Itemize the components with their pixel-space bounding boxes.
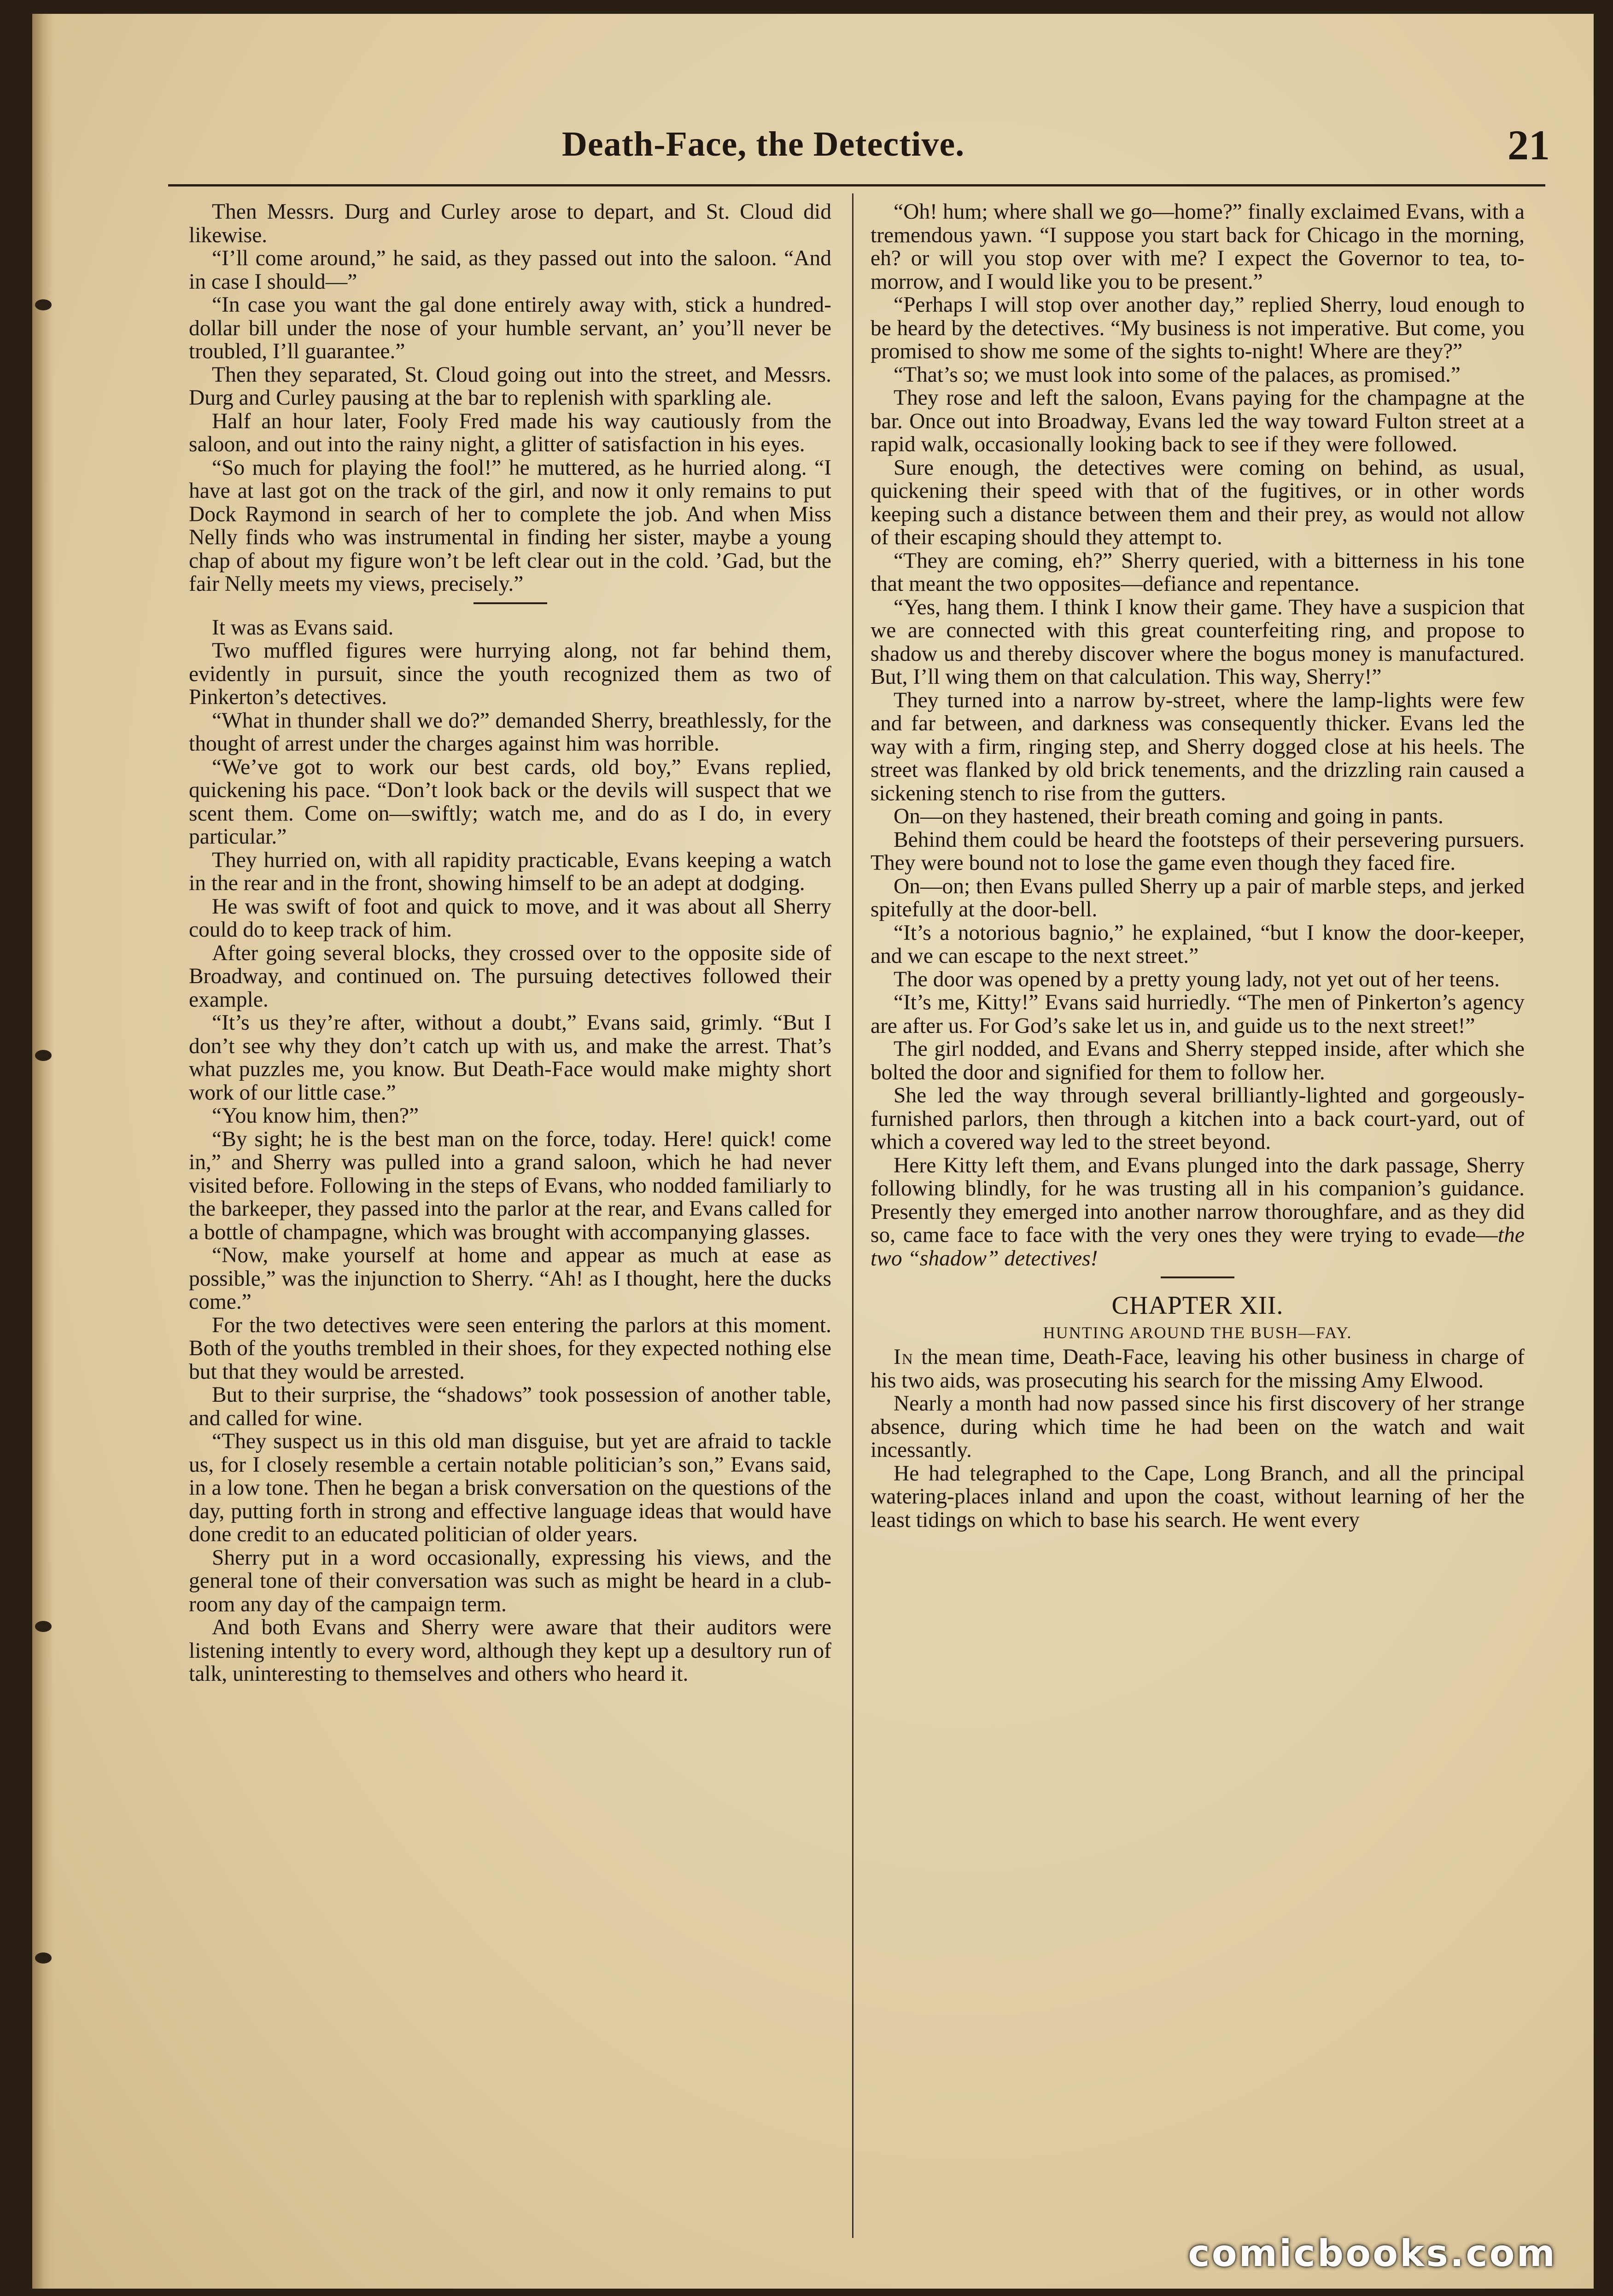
right-column	[871, 200, 1525, 1532]
page-binding-edge	[32, 14, 54, 2289]
chapter-subtitle: HUNTING AROUND THE BUSH—FAY.	[1043, 1323, 1352, 1342]
binding-hole	[35, 1050, 52, 1061]
paragraph: “That’s so; we must look into some of the palaces, as promised.”	[894, 362, 1461, 387]
paragraph: Sure enough, the detectives were coming on behind, as usual, quickening their speed with that of the fugitives, or in other words keeping such a distance between them and their prey, as would not allow of their escaping should they attempt to.	[871, 455, 1525, 549]
binding-hole	[35, 299, 52, 310]
paragraph: On—on they hastened, their breath coming and going in pants.	[894, 804, 1444, 828]
paragraph: The door was opened by a pretty young lady, not yet out of her teens.	[894, 967, 1500, 991]
paragraph: Then Messrs. Durg and Curley arose to depart, and St. Cloud did likewise.	[189, 200, 831, 247]
paragraph: On—on; then Evans pulled Sherry up a pair of marble steps, and jerked spitefully at the door-bell.	[871, 874, 1525, 921]
paragraph-italic-text: the two “shadow” detectives!	[871, 1223, 1525, 1270]
paragraph	[871, 1154, 1525, 1270]
paragraph: “Perhaps I will stop over another day,” replied Sherry, loud enough to be heard by the detectives. “My business is not imperative. But come, you promised to show me some of the sights to-night! Where are they?”	[871, 293, 1525, 363]
paragraph: “Oh! hum; where shall we go—home?” finally exclaimed Evans, with a tremendous yawn. “I suppose you start back for Chicago in the morning, eh? or will you stop over with me? I expect the Governor to tea, to-morrow, and I would like you to be present.”	[871, 200, 1525, 294]
book-page	[32, 14, 1594, 2289]
paragraph: “It’s us they’re after, without a doubt,” Evans said, grimly. “But I don’t see why they don’t catch up with us, and make the arrest. That’s what puzzles me, you know. But Death-Face would make mighty short work of our little case.”	[189, 1011, 831, 1105]
paragraph: The girl nodded, and Evans and Sherry stepped inside, after which she bolted the door and signified for them to follow her.	[871, 1037, 1525, 1084]
paragraph: “So much for playing the fool!” he muttered, as he hurried along. “I have at last got on the track of the girl, and now it only remains to put Dock Raymond in search of her to complete the job. And when Miss Nelly finds who was instrumental in finding her sister, maybe a young chap of about my figure won’t be left clear out in the cold. ’Gad, but the fair Nelly meets my views, precisely.”	[189, 455, 831, 596]
paragraph-text: the mean time, Death-Face, leaving his other business in charge of his two aids, was prosecuting his search for the missing Amy Elwood.	[871, 1345, 1525, 1393]
chapter-separator	[1161, 1276, 1234, 1278]
section-separator	[473, 602, 547, 604]
paragraph: For the two detectives were seen entering the parlors at this moment. Both of the youths trembled in their shoes, for they expected nothing else but that they would be arrested.	[189, 1313, 831, 1384]
paragraph: “By sight; he is the best man on the force, today. Here! quick! come in,” and Sherry was pulled into a grand saloon, which he had never visited before. Following in the steps of Evans, who nodded familiarly to the barkeeper, they passed into the parlor at the rear, and Evans called for a bottle of champagne, which was brought with accompanying glasses.	[189, 1127, 831, 1244]
paragraph: They turned into a narrow by-street, where the lamp-lights were few and far between, and darkness was consequently thicker. Evans led the way with a firm, ringing step, and Sherry dogged close at his heels. The street was flanked by old brick tenements, and the drizzling rain caused a sickening stench to rise from the gutters.	[871, 688, 1525, 805]
paragraph: He had telegraphed to the Cape, Long Branch, and all the principal watering-places inland and upon the coast, without learning of her the least tidings on which to base his search. He went every	[871, 1461, 1525, 1532]
left-column	[189, 200, 831, 1686]
binding-hole	[35, 1621, 52, 1632]
paragraph: “It’s a notorious bagnio,” he explained, “but I know the door-keeper, and we can escape to the next street.”	[871, 921, 1525, 968]
header-rule	[168, 184, 1545, 186]
paragraph: And both Evans and Sherry were aware that their auditors were listening intently to every word, although they kept up a desultory run of talk, uninteresting to themselves and others who heard it.	[189, 1615, 831, 1686]
paragraph-text: Here Kitty left them, and Evans plunged into the dark passage, Sherry following blindly, for he was trusting all in his companion’s guidance. Presently they emerged into another narrow thoroughfare, and as they did so, came face to face with the very ones they were trying to evade—	[871, 1153, 1525, 1247]
paragraph: Sherry put in a word occasionally, expressing his views, and the general tone of their conversation was such as might be heard in a club-room any day of the campaign term.	[189, 1545, 831, 1616]
paragraph: They hurried on, with all rapidity practicable, Evans keeping a watch in the rear and in the front, showing himself to be an adept at dodging.	[189, 848, 831, 895]
binding-hole	[35, 1952, 52, 1964]
paragraph: “It’s me, Kitty!” Evans said hurriedly. “The men of Pinkerton’s agency are after us. For God’s sake let us in, and guide us to the next street!”	[871, 991, 1525, 1038]
site-watermark: comicbooks.com	[1188, 2232, 1557, 2275]
paragraph: “We’ve got to work our best cards, old boy,” Evans replied, quickening his pace. “Don’t look back or the devils will suspect that we scent them. Come on—swiftly; watch me, and do as I do, in every particular.”	[189, 755, 831, 849]
paragraph: “Yes, hang them. I think I know their game. They have a suspicion that we are connected with this great counterfeiting ring, and propose to shadow us and thereby discover where the bogus money is manufactured. But, I’ll wing them on that calculation. This way, Sherry!”	[871, 595, 1525, 689]
paragraph: After going several blocks, they crossed over to the opposite side of Broadway, and continued on. The pursuing detectives followed their example.	[189, 941, 831, 1012]
paragraph: But to their surprise, the “shadows” took possession of another table, and called for wine.	[189, 1383, 831, 1430]
paragraph: Half an hour later, Fooly Fred made his way cautiously from the saloon, and out into the rainy night, a glitter of satisfaction in his eyes.	[189, 409, 831, 456]
paragraph: “What in thunder shall we do?” demanded Sherry, breathlessly, for the thought of arrest under the charges against him was horrible.	[189, 708, 831, 756]
paragraph: “You know him, then?”	[212, 1104, 419, 1128]
column-divider	[852, 193, 853, 2238]
paragraph: She led the way through several brilliantly-lighted and gorgeously-furnished parlors, then through a kitchen into a back court-yard, out of which a covered way led to the street beyond.	[871, 1084, 1525, 1154]
paragraph: “In case you want the gal done entirely away with, stick a hundred-dollar bill under the nose of your humble servant, an’ you’ll never be troubled, I’ll guarantee.”	[189, 293, 831, 363]
binding-holes	[35, 14, 53, 2289]
paragraph: “Now, make yourself at home and appear as much at ease as possible,” was the injunction to Sherry. “Ah! as I thought, here the ducks come.”	[189, 1243, 831, 1314]
paragraph: “They suspect us in this old man disguise, but yet are afraid to tackle us, for I closely resemble a certain notable politician’s son,” Evans said, in a low tone. Then he began a brisk conversation on the questions of the day, putting forth in strong and effective language ideas that would have done credit to an educated politician of older years.	[189, 1429, 831, 1546]
paragraph: Nearly a month had now passed since his first discovery of her strange absence, during which time he had been on the watch and wait incessantly.	[871, 1392, 1525, 1462]
running-title: Death-Face, the Detective.	[562, 125, 965, 163]
page-number: 21	[1508, 122, 1550, 169]
chapter-lead-word: In	[894, 1345, 914, 1369]
chapter-title: CHAPTER XII.	[1111, 1291, 1284, 1320]
paragraph: He was swift of foot and quick to move, and it was about all Sherry could do to keep track of him.	[189, 894, 831, 942]
paragraph: They rose and left the saloon, Evans paying for the champagne at the bar. Once out into Broadway, Evans led the way toward Fulton street at a rapid walk, occasionally looking back to see if they were followed.	[871, 386, 1525, 456]
paragraph: Then they separated, St. Cloud going out into the street, and Messrs. Durg and Curley pausing at the bar to replenish with sparkling ale.	[189, 362, 831, 410]
paragraph: Two muffled figures were hurrying along, not far behind them, evidently in pursuit, since the youth recognized them as two of Pinkerton’s detectives.	[189, 639, 831, 709]
paragraph: “I’ll come around,” he said, as they passed out into the saloon. “And in case I should—”	[189, 246, 831, 294]
paragraph	[871, 1346, 1525, 1392]
paragraph: “They are coming, eh?” Sherry queried, with a bitterness in his tone that meant the two opposites—defiance and repentance.	[871, 548, 1525, 596]
paragraph: It was as Evans said.	[212, 615, 394, 640]
paragraph: Behind them could be heard the footsteps of their persevering pursuers. They were bound not to lose the game even though they faced fire.	[871, 827, 1525, 875]
